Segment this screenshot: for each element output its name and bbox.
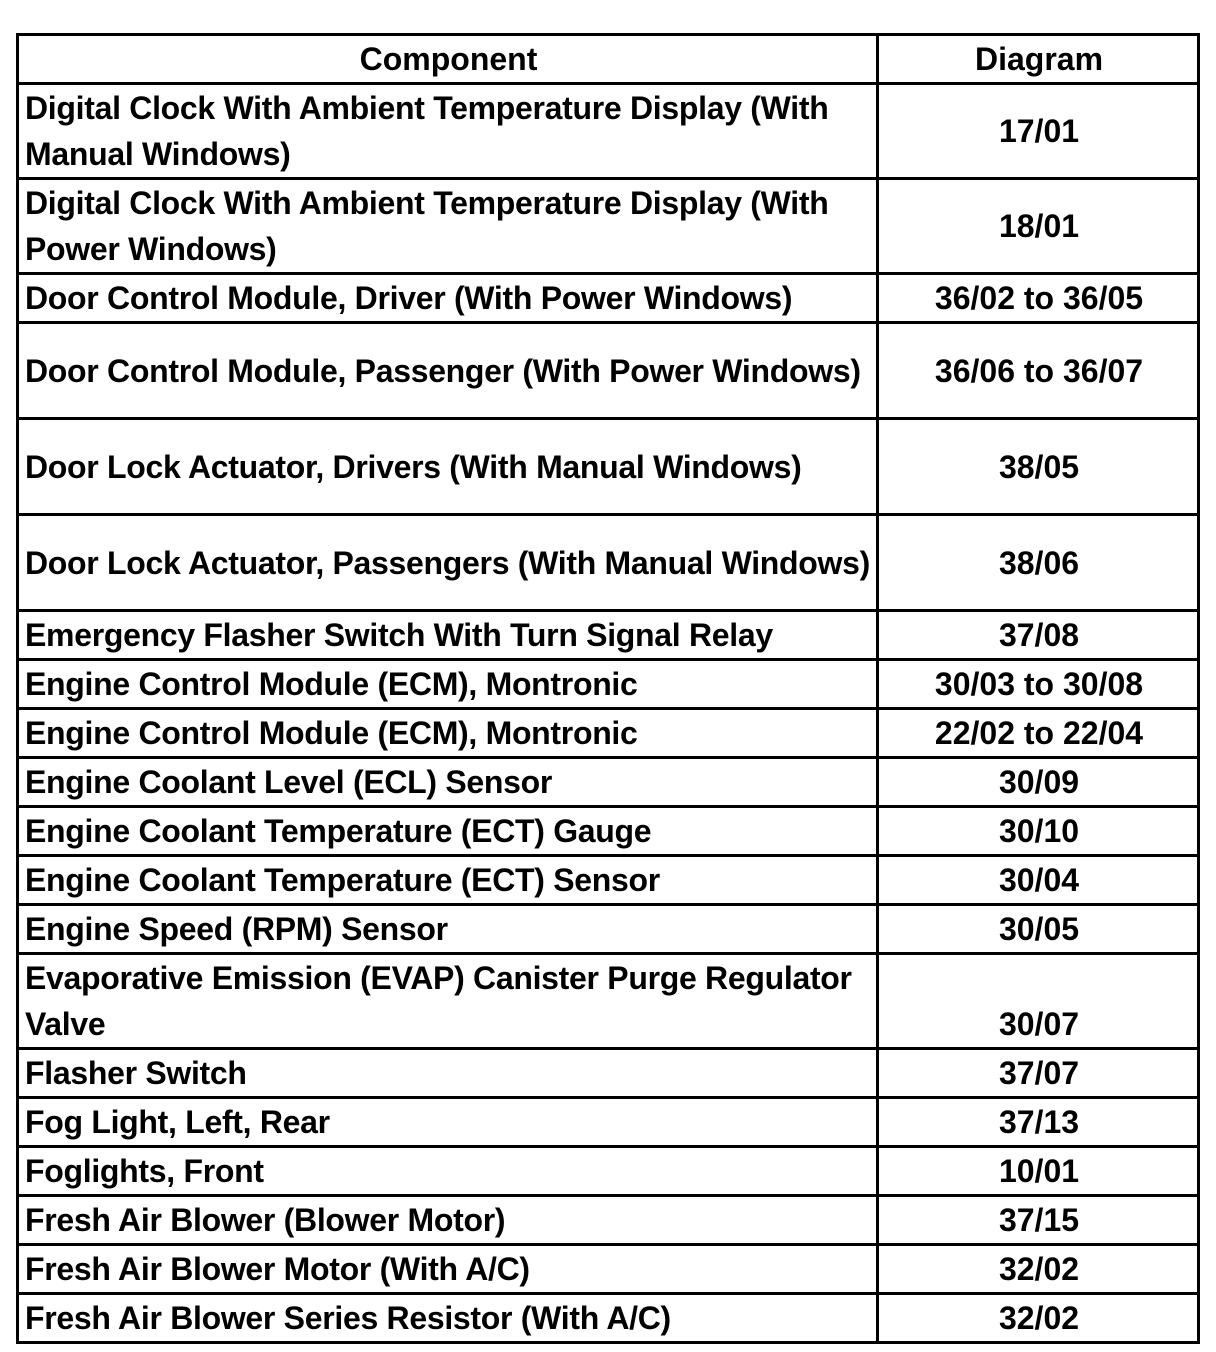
table-row xyxy=(18,1196,1199,1245)
diagram-cell: 17/01 xyxy=(878,84,1199,179)
component-cell: Engine Control Module (ECM), Montronic xyxy=(18,660,878,709)
component-cell: Fresh Air Blower (Blower Motor) xyxy=(18,1196,878,1245)
table-row xyxy=(18,1098,1199,1147)
table-row xyxy=(18,660,1199,709)
table-row xyxy=(18,84,1199,179)
table-row xyxy=(18,515,1199,611)
diagram-cell: 37/13 xyxy=(878,1098,1199,1147)
table-row xyxy=(18,807,1199,856)
component-cell: Engine Coolant Temperature (ECT) Gauge xyxy=(18,807,878,856)
component-cell: Digital Clock With Ambient Temperature Display (With Manual Windows) xyxy=(18,84,878,179)
component-cell: Door Control Module, Passenger (With Power Windows) xyxy=(18,323,878,419)
table-row xyxy=(18,179,1199,274)
table-row xyxy=(18,419,1199,515)
diagram-cell: 37/08 xyxy=(878,611,1199,660)
table-row xyxy=(18,611,1199,660)
diagram-cell: 30/04 xyxy=(878,856,1199,905)
diagram-cell: 22/02 to 22/04 xyxy=(878,709,1199,758)
component-cell: Door Lock Actuator, Passengers (With Manual Windows) xyxy=(18,515,878,611)
component-cell: Flasher Switch xyxy=(18,1049,878,1098)
component-cell: Engine Coolant Level (ECL) Sensor xyxy=(18,758,878,807)
diagram-cell: 36/06 to 36/07 xyxy=(878,323,1199,419)
table-row xyxy=(18,274,1199,323)
diagram-cell: 30/09 xyxy=(878,758,1199,807)
diagram-cell: 30/10 xyxy=(878,807,1199,856)
component-cell: Evaporative Emission (EVAP) Canister Purge Regulator Valve xyxy=(18,954,878,1049)
component-cell: Fog Light, Left, Rear xyxy=(18,1098,878,1147)
component-cell: Fresh Air Blower Series Resistor (With A/C) xyxy=(18,1294,878,1343)
header-component: Component xyxy=(18,35,878,84)
table-row xyxy=(18,758,1199,807)
diagram-cell: 30/05 xyxy=(878,905,1199,954)
component-cell: Engine Coolant Temperature (ECT) Sensor xyxy=(18,856,878,905)
table-row xyxy=(18,954,1199,1049)
diagram-cell: 32/02 xyxy=(878,1294,1199,1343)
component-cell: Engine Speed (RPM) Sensor xyxy=(18,905,878,954)
diagram-cell: 38/06 xyxy=(878,515,1199,611)
component-cell: Foglights, Front xyxy=(18,1147,878,1196)
diagram-cell: 37/07 xyxy=(878,1049,1199,1098)
component-diagram-table xyxy=(16,33,1200,1344)
component-cell: Engine Control Module (ECM), Montronic xyxy=(18,709,878,758)
table-row xyxy=(18,1294,1199,1343)
diagram-cell: 30/03 to 30/08 xyxy=(878,660,1199,709)
table-row xyxy=(18,709,1199,758)
diagram-cell: 38/05 xyxy=(878,419,1199,515)
diagram-cell: 32/02 xyxy=(878,1245,1199,1294)
diagram-cell: 30/07 xyxy=(878,954,1199,1049)
table-row xyxy=(18,1049,1199,1098)
table-row xyxy=(18,323,1199,419)
component-cell: Digital Clock With Ambient Temperature Display (With Power Windows) xyxy=(18,179,878,274)
table-row xyxy=(18,1147,1199,1196)
component-cell: Emergency Flasher Switch With Turn Signal Relay xyxy=(18,611,878,660)
table-row xyxy=(18,905,1199,954)
diagram-cell: 10/01 xyxy=(878,1147,1199,1196)
component-cell: Fresh Air Blower Motor (With A/C) xyxy=(18,1245,878,1294)
header-diagram: Diagram xyxy=(878,35,1199,84)
diagram-cell: 36/02 to 36/05 xyxy=(878,274,1199,323)
table-row xyxy=(18,1245,1199,1294)
component-cell: Door Lock Actuator, Drivers (With Manual Windows) xyxy=(18,419,878,515)
table-row xyxy=(18,856,1199,905)
diagram-cell: 37/15 xyxy=(878,1196,1199,1245)
diagram-cell: 18/01 xyxy=(878,179,1199,274)
header-row xyxy=(18,35,1199,84)
component-cell: Door Control Module, Driver (With Power Windows) xyxy=(18,274,878,323)
